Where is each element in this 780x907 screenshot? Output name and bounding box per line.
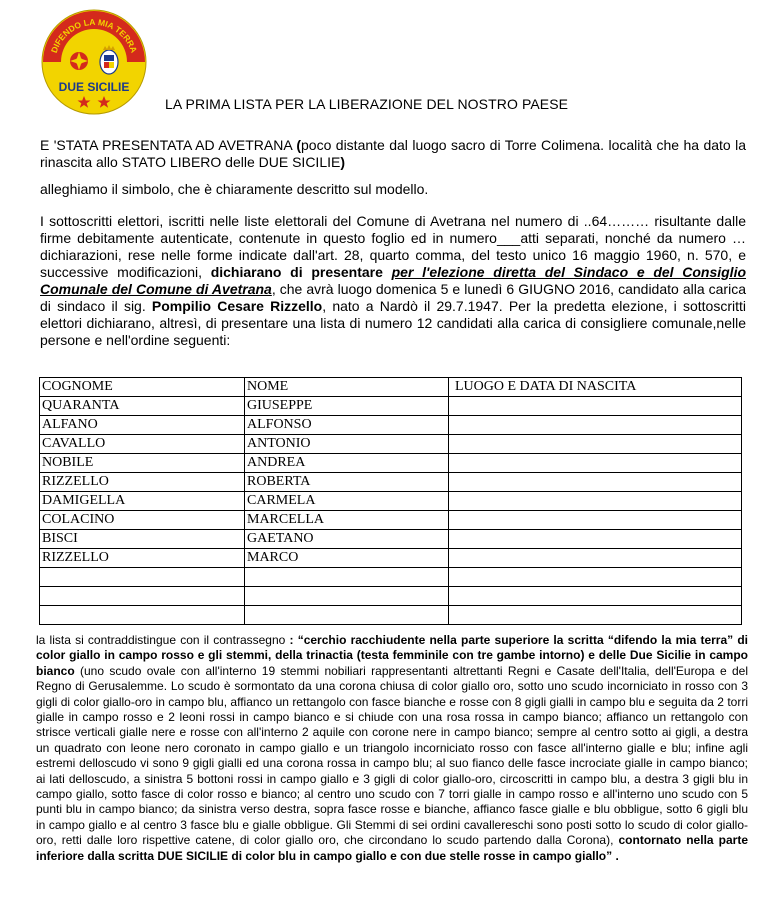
- intro-caps: E 'STATA PRESENTATA AD AVETRANA: [40, 137, 297, 153]
- logo-name-text: DUE SICILIE: [58, 80, 130, 94]
- table-row-empty: [40, 568, 742, 587]
- table-header-row: [40, 378, 742, 397]
- presentation-intro: [40, 137, 746, 171]
- symbol-desc-text-2: (uno scudo ovale con all'interno 19 stemmi nobiliari rappresentanti altrettanti Regni e Casate dell'Italia, dell'Europa e del Regno di Gerusalemme. Lo scudo è sormontato da una corona chiusa di color giallo oro, sotto uno scudo incorniciato in rosso con 3 gigli di color giallo-oro in campo blu, affianco un rettangolo con fasce bianche e rosse con 8 gigli gialli in campo blu e seguita da 2 torri gialle in campo rosso e 2 leoni rossi in campo bianco e si chiude con una rosa rossa in campo bianco; affianco un rettangolo con strisce verticali gialle nere e rosse con all'interno 2 aquile con corone nere in campo bianco; sempre al centro sotto ai gigli, a destra un quadrato con leone nero coronato in campo giallo e un triangolo incorniciato rosso con fasce all'interno gialle e blu; infine agli estremi delloscudo vi sono 9 gigli gialli ed una corona rossa in campo blu; al suo fianco delle fasce incrociate gialle in campo bianco; ai lati delloscudo, a sinistra 5 bottoni rossi in campo giallo e 3 gigli di color giallo-oro, circoscritti in campo blu, a destra 3 gigli blu in campo giallo, sotto fasce di color rosso e bianco; al centro uno scudo con 7 torri gialle in campo rosso e all'interno uno scudo con 5 punti blu in campo bianco; da sinistra verso destra, sopra fasce rosse e bianche, affianco fasce gialle e blu obbligue, sotto 6 gigli blu in campo giallo e al centro 3 fasce blu e gialle obbligue. Gli Stemmi di sei ordini cavallereschi sono posti sotto lo scudo di color giallo-oro, retti dalle loro rispettive catene, di color giallo oro, che circondano lo scudo partendo dalla Corona),: [36, 663, 748, 848]
- declaration-text-1: I sottoscritti elettori, iscritti nelle liste elettorali del Comune di Avetrana nel numero di ..64……… risultante dalle firme debitamente autenticate, contenute in questo foglio ed in numero___atti separati, nonché da numero …dichiarazioni, rese nelle forme indicate dall'art. 28, quarto comma, del testo unico 16 maggio 1960, n. 570, e successive modificazioni,: [40, 213, 746, 280]
- cell-nome: [245, 606, 449, 625]
- cell-nome: CARMELA: [245, 492, 449, 511]
- table-row: [40, 530, 742, 549]
- election-title: per l'elezione diretta del Sindaco e del Consiglio Comunale del Comune di Avetrana: [40, 264, 747, 297]
- cell-nome: [245, 568, 449, 587]
- mayor-candidate-name: Pompilio Cesare Rizzello: [151, 298, 323, 314]
- cell-cognome: NOBILE: [40, 454, 245, 473]
- cell-luogo-data: [449, 530, 742, 549]
- table-row: [40, 416, 742, 435]
- header-cognome: COGNOME: [40, 378, 245, 397]
- candidates-table: [39, 377, 742, 625]
- cell-nome: GAETANO: [245, 530, 449, 549]
- cell-nome: [245, 587, 449, 606]
- cell-nome: GIUSEPPE: [245, 397, 449, 416]
- intro-location-text: poco distante dal luogo sacro di Torre Colimena. località che ha dato la rinascita allo STATO LIBERO delle DUE SICILIE: [40, 137, 747, 170]
- cell-luogo-data: [449, 549, 742, 568]
- symbol-attached-note: alleghiamo il simbolo, che è chiaramente descritto sul modello.: [40, 181, 429, 197]
- cell-cognome: [40, 568, 245, 587]
- cell-luogo-data: [449, 454, 742, 473]
- table-row-empty: [40, 606, 742, 625]
- table-row: [40, 511, 742, 530]
- cell-cognome: CAVALLO: [40, 435, 245, 454]
- cell-cognome: BISCI: [40, 530, 245, 549]
- declaration-paragraph: [40, 213, 746, 349]
- table-row: [40, 397, 742, 416]
- table-row: [40, 492, 742, 511]
- cell-nome: ROBERTA: [245, 473, 449, 492]
- cell-nome: ALFONSO: [245, 416, 449, 435]
- table-row-empty: [40, 587, 742, 606]
- declaration-text-2: , che avrà luogo domenica 5 e lunedì 6 GIUGNO 2016, candidato alla carica di sindaco il sig.: [40, 281, 746, 314]
- symbol-description: [36, 633, 748, 864]
- table-row: [40, 435, 742, 454]
- cell-cognome: [40, 587, 245, 606]
- cell-cognome: RIZZELLO: [40, 549, 245, 568]
- declaration-bold-1: dichiarano di presentare: [210, 264, 383, 280]
- trinacria-emblem: [70, 52, 88, 70]
- cell-luogo-data: [449, 473, 742, 492]
- cell-cognome: [40, 606, 245, 625]
- cell-nome: MARCELLA: [245, 511, 449, 530]
- intro-paren-close: ): [340, 154, 346, 170]
- logo-arc-text: DIFENDO LA MIA TERRA: [48, 16, 140, 55]
- due-sicilie-logo: [41, 9, 147, 115]
- cell-cognome: DAMIGELLA: [40, 492, 245, 511]
- headline: LA PRIMA LISTA PER LA LIBERAZIONE DEL NOSTRO PAESE: [165, 96, 569, 112]
- cell-nome: MARCO: [245, 549, 449, 568]
- header-luogo-data: LUOGO E DATA DI NASCITA: [449, 378, 742, 397]
- cell-luogo-data: [449, 416, 742, 435]
- cell-cognome: ALFANO: [40, 416, 245, 435]
- cell-luogo-data: [449, 606, 742, 625]
- header-nome: NOME: [245, 378, 449, 397]
- symbol-desc-text-1: la lista si contraddistingue con il contrassegno: [36, 633, 290, 647]
- cell-luogo-data: [449, 435, 742, 454]
- cell-cognome: QUARANTA: [40, 397, 245, 416]
- cell-cognome: RIZZELLO: [40, 473, 245, 492]
- cell-nome: ANDREA: [245, 454, 449, 473]
- cell-luogo-data: [449, 568, 742, 587]
- declaration-text-3: , nato a Nardò il 29.7.1947. Per la predetta elezione, i sottoscritti elettori dichiarano, altresì, di presentare una lista di numero 12 candidati alla carica di consigliere comunale,nelle persone e nell'ordine seguenti:: [40, 298, 746, 348]
- cell-luogo-data: [449, 511, 742, 530]
- table-row: [40, 549, 742, 568]
- table-row: [40, 473, 742, 492]
- cell-luogo-data: [449, 587, 742, 606]
- cell-luogo-data: [449, 492, 742, 511]
- symbol-desc-bold-1: : “cerchio racchiudente nella parte superiore la scritta “difendo la mia terra” di color giallo in campo rosso e gli stemmi, della trinactia (testa femminile con tre gambe intorno) e delle Due Sicilie in campo bianco: [36, 633, 748, 678]
- cell-nome: ANTONIO: [245, 435, 449, 454]
- cell-luogo-data: [449, 397, 742, 416]
- table-row: [40, 454, 742, 473]
- intro-paren-open: (: [296, 137, 302, 153]
- symbol-desc-bold-2: contornato nella parte inferiore dalla scritta DUE SICILIE di color blu in campo giallo e con due stelle rosse in campo giallo” .: [36, 833, 748, 863]
- cell-cognome: COLACINO: [40, 511, 245, 530]
